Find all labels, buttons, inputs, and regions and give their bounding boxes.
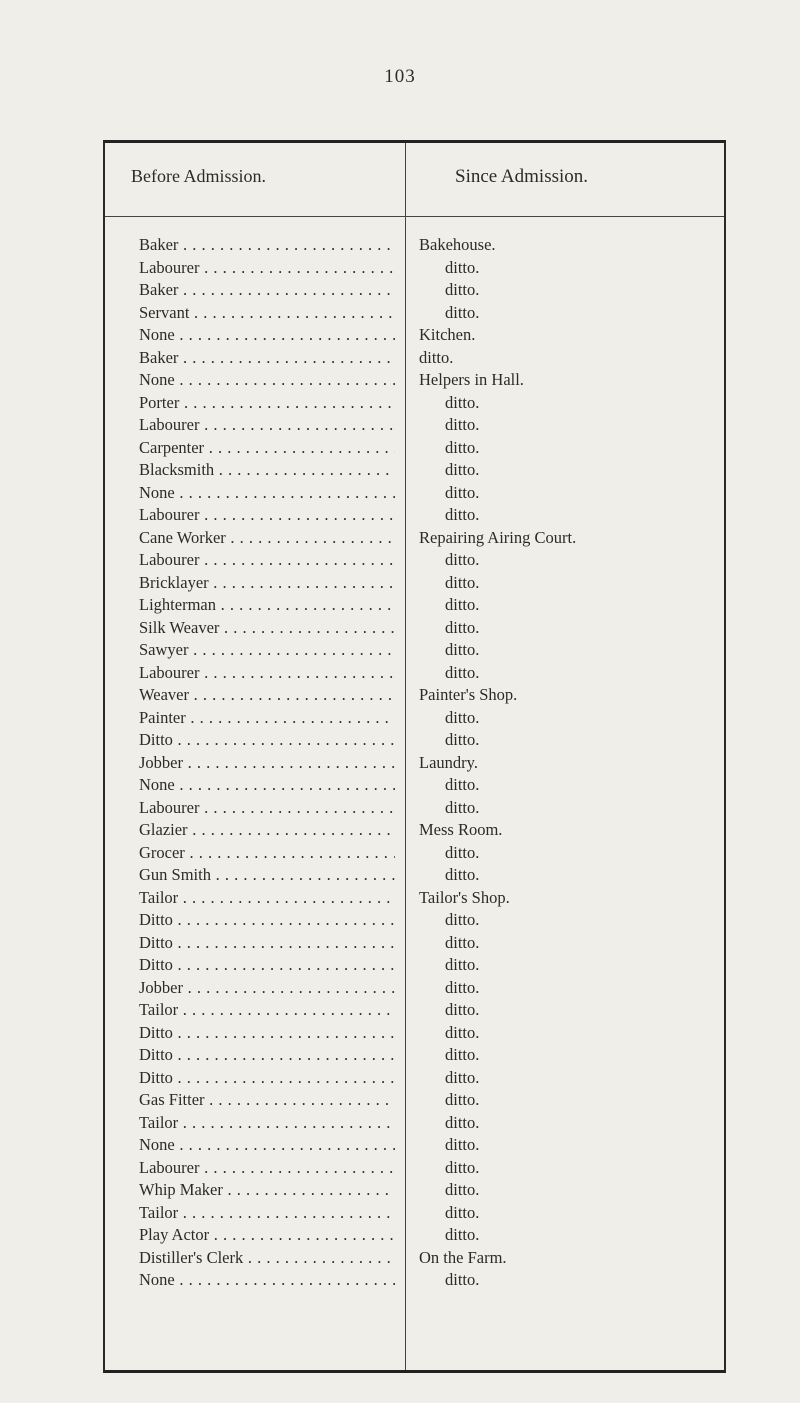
occupation-since: ditto. xyxy=(445,1180,480,1199)
table-row xyxy=(105,639,724,662)
table-row xyxy=(105,662,724,685)
occupation-since: ditto. xyxy=(445,1157,480,1177)
table-row xyxy=(105,954,724,977)
table-row xyxy=(105,1247,724,1270)
table-row xyxy=(105,572,724,595)
occupation-before: Labourer . . . xyxy=(139,797,395,820)
table-row xyxy=(105,977,724,1000)
occupation-before: Tailor . . . xyxy=(139,887,395,910)
header-rule xyxy=(105,216,724,217)
table-row xyxy=(105,257,724,280)
occupation-before: Cane Worker . . . xyxy=(139,527,395,550)
occupation-before: None . . . xyxy=(139,482,395,505)
occupation-before: Weaver . . . xyxy=(139,684,395,707)
occupation-table xyxy=(103,140,726,1373)
occupation-before: Labourer . . . xyxy=(139,257,395,280)
occupation-since: ditto. xyxy=(445,730,480,749)
occupation-before: Silk Weaver . . . xyxy=(139,617,395,640)
occupation-since: ditto. xyxy=(445,437,480,457)
table-row xyxy=(105,527,724,550)
table-row xyxy=(105,1089,724,1112)
occupation-since: ditto. xyxy=(445,1270,480,1289)
occupation-before: Porter . . . xyxy=(139,392,395,415)
occupation-since: Laundry. xyxy=(419,752,478,772)
occupation-since: ditto. xyxy=(445,865,480,884)
table-row xyxy=(105,1044,724,1067)
occupation-since: ditto. xyxy=(445,550,480,569)
table-row xyxy=(105,414,724,437)
occupation-since: ditto. xyxy=(445,955,480,974)
occupation-since: ditto. xyxy=(445,280,480,299)
occupation-since: ditto. xyxy=(445,1090,480,1109)
occupation-before: Labourer . . . xyxy=(139,504,395,527)
occupation-since: ditto. xyxy=(445,1045,480,1064)
occupation-since: ditto. xyxy=(445,932,480,952)
table-row xyxy=(105,1134,724,1157)
occupation-before: Gas Fitter . . . xyxy=(139,1089,395,1112)
occupation-before: Ditto . . . xyxy=(139,1044,395,1067)
table-row xyxy=(105,1157,724,1180)
occupation-before: None . . . xyxy=(139,1134,395,1157)
table-row xyxy=(105,617,724,640)
table-row xyxy=(105,887,724,910)
occupation-since: ditto. xyxy=(445,1112,480,1132)
table-row xyxy=(105,302,724,325)
occupation-since: ditto. xyxy=(445,595,480,614)
occupation-before: Grocer . . . xyxy=(139,842,395,865)
occupation-since: ditto. xyxy=(445,617,480,637)
occupation-before: Labourer . . . xyxy=(139,1157,395,1180)
occupation-since: Repairing Airing Court. xyxy=(419,527,577,547)
occupation-since: Kitchen. xyxy=(419,325,476,344)
table-row xyxy=(105,1202,724,1225)
occupation-before: None . . . xyxy=(139,369,395,392)
occupation-since: ditto. xyxy=(445,640,480,659)
occupation-before: None . . . xyxy=(139,774,395,797)
occupation-since: ditto. xyxy=(445,1000,480,1019)
occupation-before: Baker . . . xyxy=(139,234,395,257)
occupation-since: ditto. xyxy=(445,1135,480,1154)
table-row xyxy=(105,482,724,505)
occupation-since: ditto. xyxy=(445,505,480,524)
occupation-before: None . . . xyxy=(139,324,395,347)
occupation-since: ditto. xyxy=(445,392,480,412)
occupation-before: Labourer . . . xyxy=(139,662,395,685)
table-row xyxy=(105,504,724,527)
occupation-since: ditto. xyxy=(445,707,480,727)
occupation-before: Ditto . . . xyxy=(139,729,395,752)
occupation-since: ditto. xyxy=(445,775,480,794)
table-row xyxy=(105,1112,724,1135)
occupation-since: ditto. xyxy=(445,302,480,322)
occupation-since: Mess Room. xyxy=(419,820,503,839)
occupation-since: ditto. xyxy=(445,1225,480,1244)
occupation-before: Lighterman . . . xyxy=(139,594,395,617)
occupation-since: ditto. xyxy=(445,1022,480,1042)
occupation-since: ditto. xyxy=(445,257,480,277)
occupation-since: ditto. xyxy=(445,482,480,502)
occupation-before: Labourer . . . xyxy=(139,549,395,572)
occupation-before: Play Actor . . . xyxy=(139,1224,395,1247)
occupation-before: Ditto . . . xyxy=(139,909,395,932)
occupation-before: Carpenter . . . xyxy=(139,437,395,460)
occupation-before: Servant . . . xyxy=(139,302,395,325)
table-row xyxy=(105,909,724,932)
table-row xyxy=(105,932,724,955)
table-row xyxy=(105,459,724,482)
table-row xyxy=(105,1224,724,1247)
occupation-before: Jobber . . . xyxy=(139,752,395,775)
table-row xyxy=(105,369,724,392)
table-row xyxy=(105,999,724,1022)
table-body xyxy=(105,234,724,1292)
table-row xyxy=(105,864,724,887)
occupation-before: Baker . . . xyxy=(139,347,395,370)
table-row xyxy=(105,1269,724,1292)
table-row xyxy=(105,842,724,865)
table-row xyxy=(105,437,724,460)
occupation-since: Painter's Shop. xyxy=(419,685,518,704)
table-row xyxy=(105,347,724,370)
header-before-admission: Before Admission. xyxy=(131,166,266,186)
occupation-before: Whip Maker . . . xyxy=(139,1179,395,1202)
occupation-before: Ditto . . . xyxy=(139,1067,395,1090)
occupation-before: Labourer . . . xyxy=(139,414,395,437)
occupation-since: ditto. xyxy=(445,797,480,817)
occupation-before: Blacksmith . . . xyxy=(139,459,395,482)
occupation-before: Painter . . . xyxy=(139,707,395,730)
occupation-before: Tailor . . . xyxy=(139,1112,395,1135)
occupation-since: ditto. xyxy=(445,842,480,862)
table-row xyxy=(105,549,724,572)
occupation-since: ditto. xyxy=(445,572,480,592)
occupation-before: Tailor . . . xyxy=(139,1202,395,1225)
table-row xyxy=(105,392,724,415)
occupation-before: Ditto . . . xyxy=(139,954,395,977)
occupation-before: Bricklayer . . . xyxy=(139,572,395,595)
table-row xyxy=(105,324,724,347)
table-row xyxy=(105,594,724,617)
occupation-since: On the Farm. xyxy=(419,1247,507,1267)
table-row xyxy=(105,819,724,842)
occupation-since: ditto. xyxy=(445,415,480,434)
table-row xyxy=(105,279,724,302)
table-row xyxy=(105,797,724,820)
occupation-before: Ditto . . . xyxy=(139,932,395,955)
occupation-since: ditto. xyxy=(445,910,480,929)
occupation-since: ditto. xyxy=(445,1067,480,1087)
occupation-since: ditto. xyxy=(445,1202,480,1222)
table-row xyxy=(105,234,724,257)
table-row xyxy=(105,707,724,730)
occupation-before: Distiller's Clerk . . . xyxy=(139,1247,395,1270)
occupation-before: Jobber . . . xyxy=(139,977,395,1000)
table-row xyxy=(105,1022,724,1045)
page-number: 103 xyxy=(384,66,416,87)
occupation-since: ditto. xyxy=(445,977,480,997)
occupation-since: Bakehouse. xyxy=(419,235,496,254)
occupation-since: Helpers in Hall. xyxy=(419,370,524,389)
table-row xyxy=(105,729,724,752)
table-row xyxy=(105,752,724,775)
table-row xyxy=(105,774,724,797)
table-header xyxy=(105,143,724,216)
occupation-since: Tailor's Shop. xyxy=(419,887,510,907)
occupation-since: ditto. xyxy=(445,460,480,479)
occupation-before: Tailor . . . xyxy=(139,999,395,1022)
table-row xyxy=(105,1067,724,1090)
table-row xyxy=(105,684,724,707)
occupation-before: Baker . . . xyxy=(139,279,395,302)
occupation-before: Sawyer . . . xyxy=(139,639,395,662)
header-since-admission: Since Admission. xyxy=(455,166,589,187)
occupation-before: Gun Smith . . . xyxy=(139,864,395,887)
occupation-before: Ditto . . . xyxy=(139,1022,395,1045)
table-row xyxy=(105,1179,724,1202)
occupation-since: ditto. xyxy=(419,347,454,367)
occupation-before: Glazier . . . xyxy=(139,819,395,842)
occupation-before: None . . . xyxy=(139,1269,395,1292)
occupation-since: ditto. xyxy=(445,662,480,682)
